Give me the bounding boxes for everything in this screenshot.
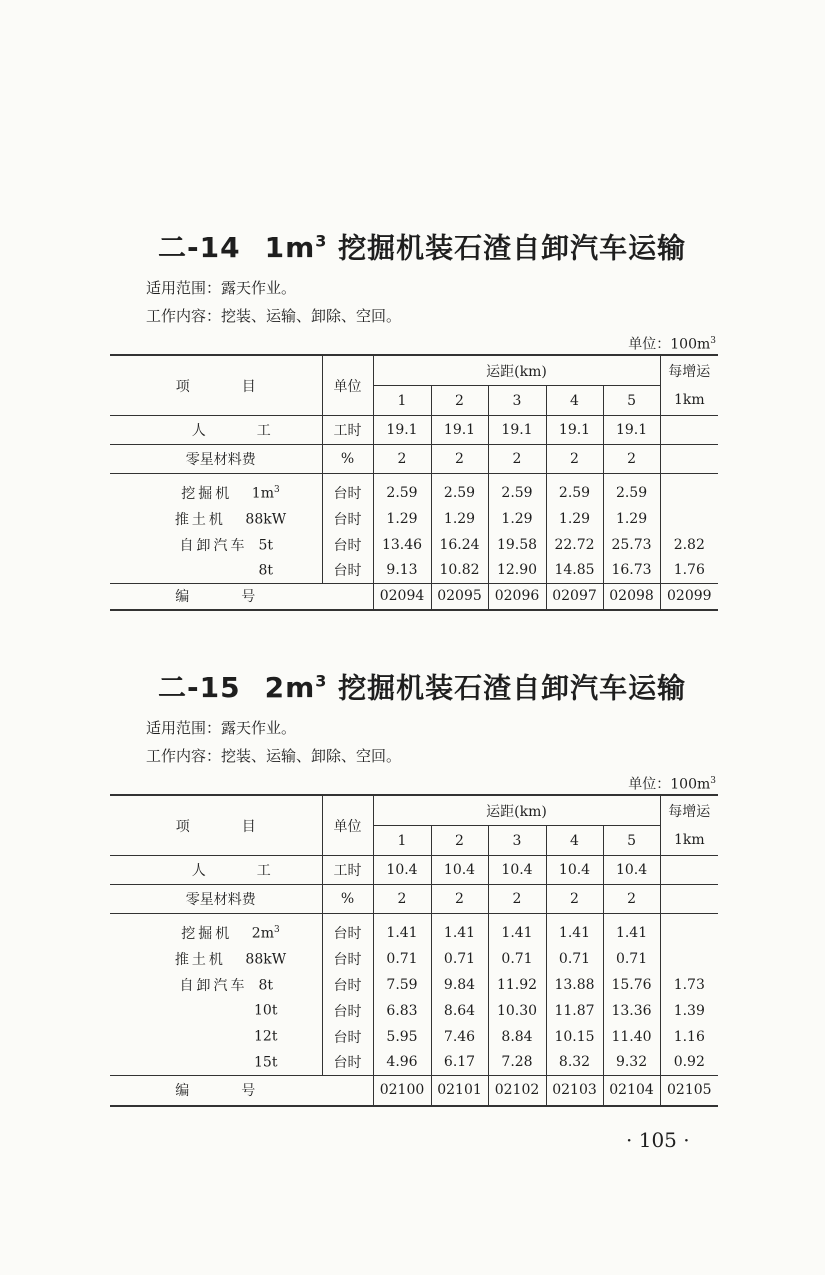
- table-cell: 2: [546, 445, 603, 474]
- row-unit: 台时: [322, 474, 373, 506]
- table-cell: 9.84: [431, 972, 488, 998]
- row-label: 15t: [254, 1054, 278, 1071]
- row-unit: 台时: [322, 946, 373, 972]
- machine-row: [110, 1024, 718, 1050]
- table-cell: 19.1: [431, 416, 488, 445]
- machine-row: [110, 1050, 718, 1076]
- table-cell: 2: [488, 445, 546, 474]
- code-cell: 02097: [546, 584, 603, 610]
- machine-row: [110, 972, 718, 998]
- extra-header: 每增运: [660, 355, 718, 386]
- machine-row: [110, 558, 718, 584]
- table-cell: 8.32: [546, 1050, 603, 1076]
- code-cell: 02101: [431, 1076, 488, 1106]
- table-cell: 10.4: [488, 856, 546, 885]
- extra-cell: [660, 914, 718, 946]
- work-content-text: 工作内容：挖装、运输、卸除、空回。: [146, 307, 402, 325]
- unit-label: 单位：$100m^3$: [628, 776, 716, 793]
- row-unit: %: [322, 885, 373, 914]
- table-cell: 1.41: [431, 914, 488, 946]
- distance-col-header: 4: [546, 826, 603, 856]
- section-number: 二-14: [158, 231, 241, 265]
- row-unit: 工时: [322, 416, 373, 445]
- table-cell: 2: [431, 445, 488, 474]
- distance-header: 运距(km): [373, 795, 660, 826]
- row-label: 零星材料费: [185, 892, 256, 908]
- code-label: 编号: [175, 1083, 308, 1100]
- table-cell: 22.72: [546, 532, 603, 558]
- extra-cell: 1.39: [660, 998, 718, 1024]
- row-label: 10t: [254, 1002, 278, 1019]
- table-cell: 11.87: [546, 998, 603, 1024]
- table-cell: 5.95: [373, 1024, 431, 1050]
- code-cell: 02096: [488, 584, 546, 610]
- table-cell: 2: [431, 885, 488, 914]
- table-cell: 1.29: [546, 506, 603, 532]
- code-cell: 02105: [660, 1076, 718, 1106]
- unit-label: 单位：$100m^3$: [628, 336, 716, 353]
- row-label: 8t: [258, 562, 274, 579]
- row-unit: 台时: [322, 532, 373, 558]
- row-label: 推土机 88kW: [174, 511, 287, 528]
- table-cell: 2.59: [373, 474, 431, 506]
- extra-cell: [660, 416, 718, 445]
- machine-row: [110, 946, 718, 972]
- row-label: 人 工: [191, 423, 271, 439]
- table-cell: 13.46: [373, 532, 431, 558]
- extra-cell: 1.73: [660, 972, 718, 998]
- row-unit: 台时: [322, 1024, 373, 1050]
- table-cell: 9.13: [373, 558, 431, 584]
- table-cell: 1.41: [603, 914, 660, 946]
- row-label: 自卸汽车 5t: [179, 537, 274, 554]
- table-cell: 10.4: [431, 856, 488, 885]
- code-cell: 02102: [488, 1076, 546, 1106]
- table-cell: 10.15: [546, 1024, 603, 1050]
- row-unit: 台时: [322, 558, 373, 584]
- table-cell: 11.92: [488, 972, 546, 998]
- scope-text: 适用范围：露天作业。: [146, 279, 297, 297]
- code-cell: 02100: [373, 1076, 431, 1106]
- bucket-capacity: $1m^3$: [264, 231, 328, 265]
- section-heading: [158, 662, 718, 705]
- table-cell: 4.96: [373, 1050, 431, 1076]
- code-cell: 02104: [603, 1076, 660, 1106]
- table-cell: 2: [603, 885, 660, 914]
- extra-header-unit: 1km: [660, 826, 718, 856]
- extra-header: 每增运: [660, 795, 718, 826]
- table-cell: 19.1: [546, 416, 603, 445]
- row-unit: 台时: [322, 998, 373, 1024]
- machine-row: [110, 506, 718, 532]
- materials-row: [110, 445, 718, 474]
- row-unit: 台时: [322, 972, 373, 998]
- unit-header: 单位: [322, 355, 373, 416]
- table-cell: 15.76: [603, 972, 660, 998]
- row-unit: 台时: [322, 1050, 373, 1076]
- bucket-capacity: $2m^3$: [264, 671, 328, 705]
- table-cell: 2: [373, 885, 431, 914]
- code-cell: 02094: [373, 584, 431, 610]
- machine-row: [110, 914, 718, 946]
- table-cell: 10.4: [603, 856, 660, 885]
- table-cell: 13.36: [603, 998, 660, 1024]
- table-cell: 1.29: [488, 506, 546, 532]
- table-cell: 0.71: [546, 946, 603, 972]
- table-cell: 2: [546, 885, 603, 914]
- page-number: · 105 ·: [626, 1128, 690, 1152]
- row-label: 挖掘机 $2m^3$: [181, 925, 280, 942]
- distance-col-header: 3: [488, 826, 546, 856]
- distance-col-header: 5: [603, 826, 660, 856]
- extra-cell: 1.76: [660, 558, 718, 584]
- table-cell: 0.71: [603, 946, 660, 972]
- code-label: 编号: [175, 589, 308, 606]
- section-heading: [158, 222, 718, 265]
- item-header: 项 目: [110, 355, 322, 416]
- code-cell: 02103: [546, 1076, 603, 1106]
- row-unit: 台时: [322, 506, 373, 532]
- quota-table: [110, 794, 718, 1107]
- scope-text: 适用范围：露天作业。: [146, 719, 297, 737]
- table-cell: 10.4: [546, 856, 603, 885]
- table-cell: 9.32: [603, 1050, 660, 1076]
- table-header-row: [110, 795, 718, 826]
- table-cell: 6.17: [431, 1050, 488, 1076]
- extra-cell: [660, 445, 718, 474]
- table-header-row: [110, 355, 718, 386]
- row-label: 推土机 88kW: [174, 951, 287, 968]
- extra-cell: [660, 856, 718, 885]
- extra-cell: 2.82: [660, 532, 718, 558]
- table-cell: 10.4: [373, 856, 431, 885]
- row-unit: 台时: [322, 914, 373, 946]
- extra-cell: [660, 506, 718, 532]
- distance-col-header: 4: [546, 386, 603, 416]
- distance-col-header: 3: [488, 386, 546, 416]
- extra-cell: [660, 474, 718, 506]
- distance-header: 运距(km): [373, 355, 660, 386]
- table-cell: 7.59: [373, 972, 431, 998]
- table-cell: 8.64: [431, 998, 488, 1024]
- code-cell: 02098: [603, 584, 660, 610]
- table-cell: 2: [373, 445, 431, 474]
- extra-cell: 0.92: [660, 1050, 718, 1076]
- labor-row: [110, 416, 718, 445]
- table-cell: 0.71: [431, 946, 488, 972]
- table-cell: 2.59: [488, 474, 546, 506]
- distance-col-header: 1: [373, 386, 431, 416]
- row-label: 挖掘机 $1m^3$: [181, 485, 280, 502]
- section-title: 挖掘机装石渣自卸汽车运输: [327, 671, 687, 705]
- code-row: [110, 1076, 718, 1106]
- extra-cell: [660, 885, 718, 914]
- table-cell: 1.29: [603, 506, 660, 532]
- extra-cell: 1.16: [660, 1024, 718, 1050]
- code-row: [110, 584, 718, 610]
- table-cell: 6.83: [373, 998, 431, 1024]
- section-title: 挖掘机装石渣自卸汽车运输: [327, 231, 687, 265]
- table-cell: 0.71: [488, 946, 546, 972]
- item-header: 项 目: [110, 795, 322, 856]
- extra-cell: [660, 946, 718, 972]
- machine-row: [110, 532, 718, 558]
- table-cell: 2: [488, 885, 546, 914]
- code-cell: 02099: [660, 584, 718, 610]
- work-content-text: 工作内容：挖装、运输、卸除、空回。: [146, 747, 402, 765]
- code-cell: 02095: [431, 584, 488, 610]
- row-unit: 工时: [322, 856, 373, 885]
- labor-row: [110, 856, 718, 885]
- table-cell: 7.28: [488, 1050, 546, 1076]
- distance-col-header: 2: [431, 386, 488, 416]
- table-cell: 2.59: [603, 474, 660, 506]
- table-cell: 2.59: [546, 474, 603, 506]
- materials-row: [110, 885, 718, 914]
- row-label: 自卸汽车 8t: [179, 977, 274, 994]
- table-cell: 19.1: [488, 416, 546, 445]
- table-cell: 2: [603, 445, 660, 474]
- table-cell: 19.58: [488, 532, 546, 558]
- table-cell: 1.41: [488, 914, 546, 946]
- table-cell: 16.24: [431, 532, 488, 558]
- table-cell: 7.46: [431, 1024, 488, 1050]
- distance-col-header: 5: [603, 386, 660, 416]
- distance-col-header: 2: [431, 826, 488, 856]
- table-cell: 16.73: [603, 558, 660, 584]
- table-cell: 13.88: [546, 972, 603, 998]
- section-2-14: [110, 222, 718, 611]
- table-cell: 8.84: [488, 1024, 546, 1050]
- table-cell: 1.29: [431, 506, 488, 532]
- table-cell: 1.29: [373, 506, 431, 532]
- table-cell: 11.40: [603, 1024, 660, 1050]
- machine-row: [110, 474, 718, 506]
- table-cell: 19.1: [603, 416, 660, 445]
- table-cell: 10.82: [431, 558, 488, 584]
- quota-table: [110, 354, 718, 611]
- distance-col-header: 1: [373, 826, 431, 856]
- unit-header: 单位: [322, 795, 373, 856]
- table-cell: 0.71: [373, 946, 431, 972]
- row-label: 零星材料费: [185, 452, 256, 468]
- extra-header-unit: 1km: [660, 386, 718, 416]
- table-cell: 19.1: [373, 416, 431, 445]
- table-cell: 2.59: [431, 474, 488, 506]
- table-cell: 10.30: [488, 998, 546, 1024]
- table-cell: 1.41: [373, 914, 431, 946]
- section-number: 二-15: [158, 671, 241, 705]
- table-cell: 1.41: [546, 914, 603, 946]
- row-label: 12t: [254, 1028, 278, 1045]
- section-2-15: [110, 662, 718, 1107]
- row-label: 人 工: [191, 863, 271, 879]
- table-cell: 12.90: [488, 558, 546, 584]
- table-cell: 14.85: [546, 558, 603, 584]
- table-cell: 25.73: [603, 532, 660, 558]
- row-unit: %: [322, 445, 373, 474]
- machine-row: [110, 998, 718, 1024]
